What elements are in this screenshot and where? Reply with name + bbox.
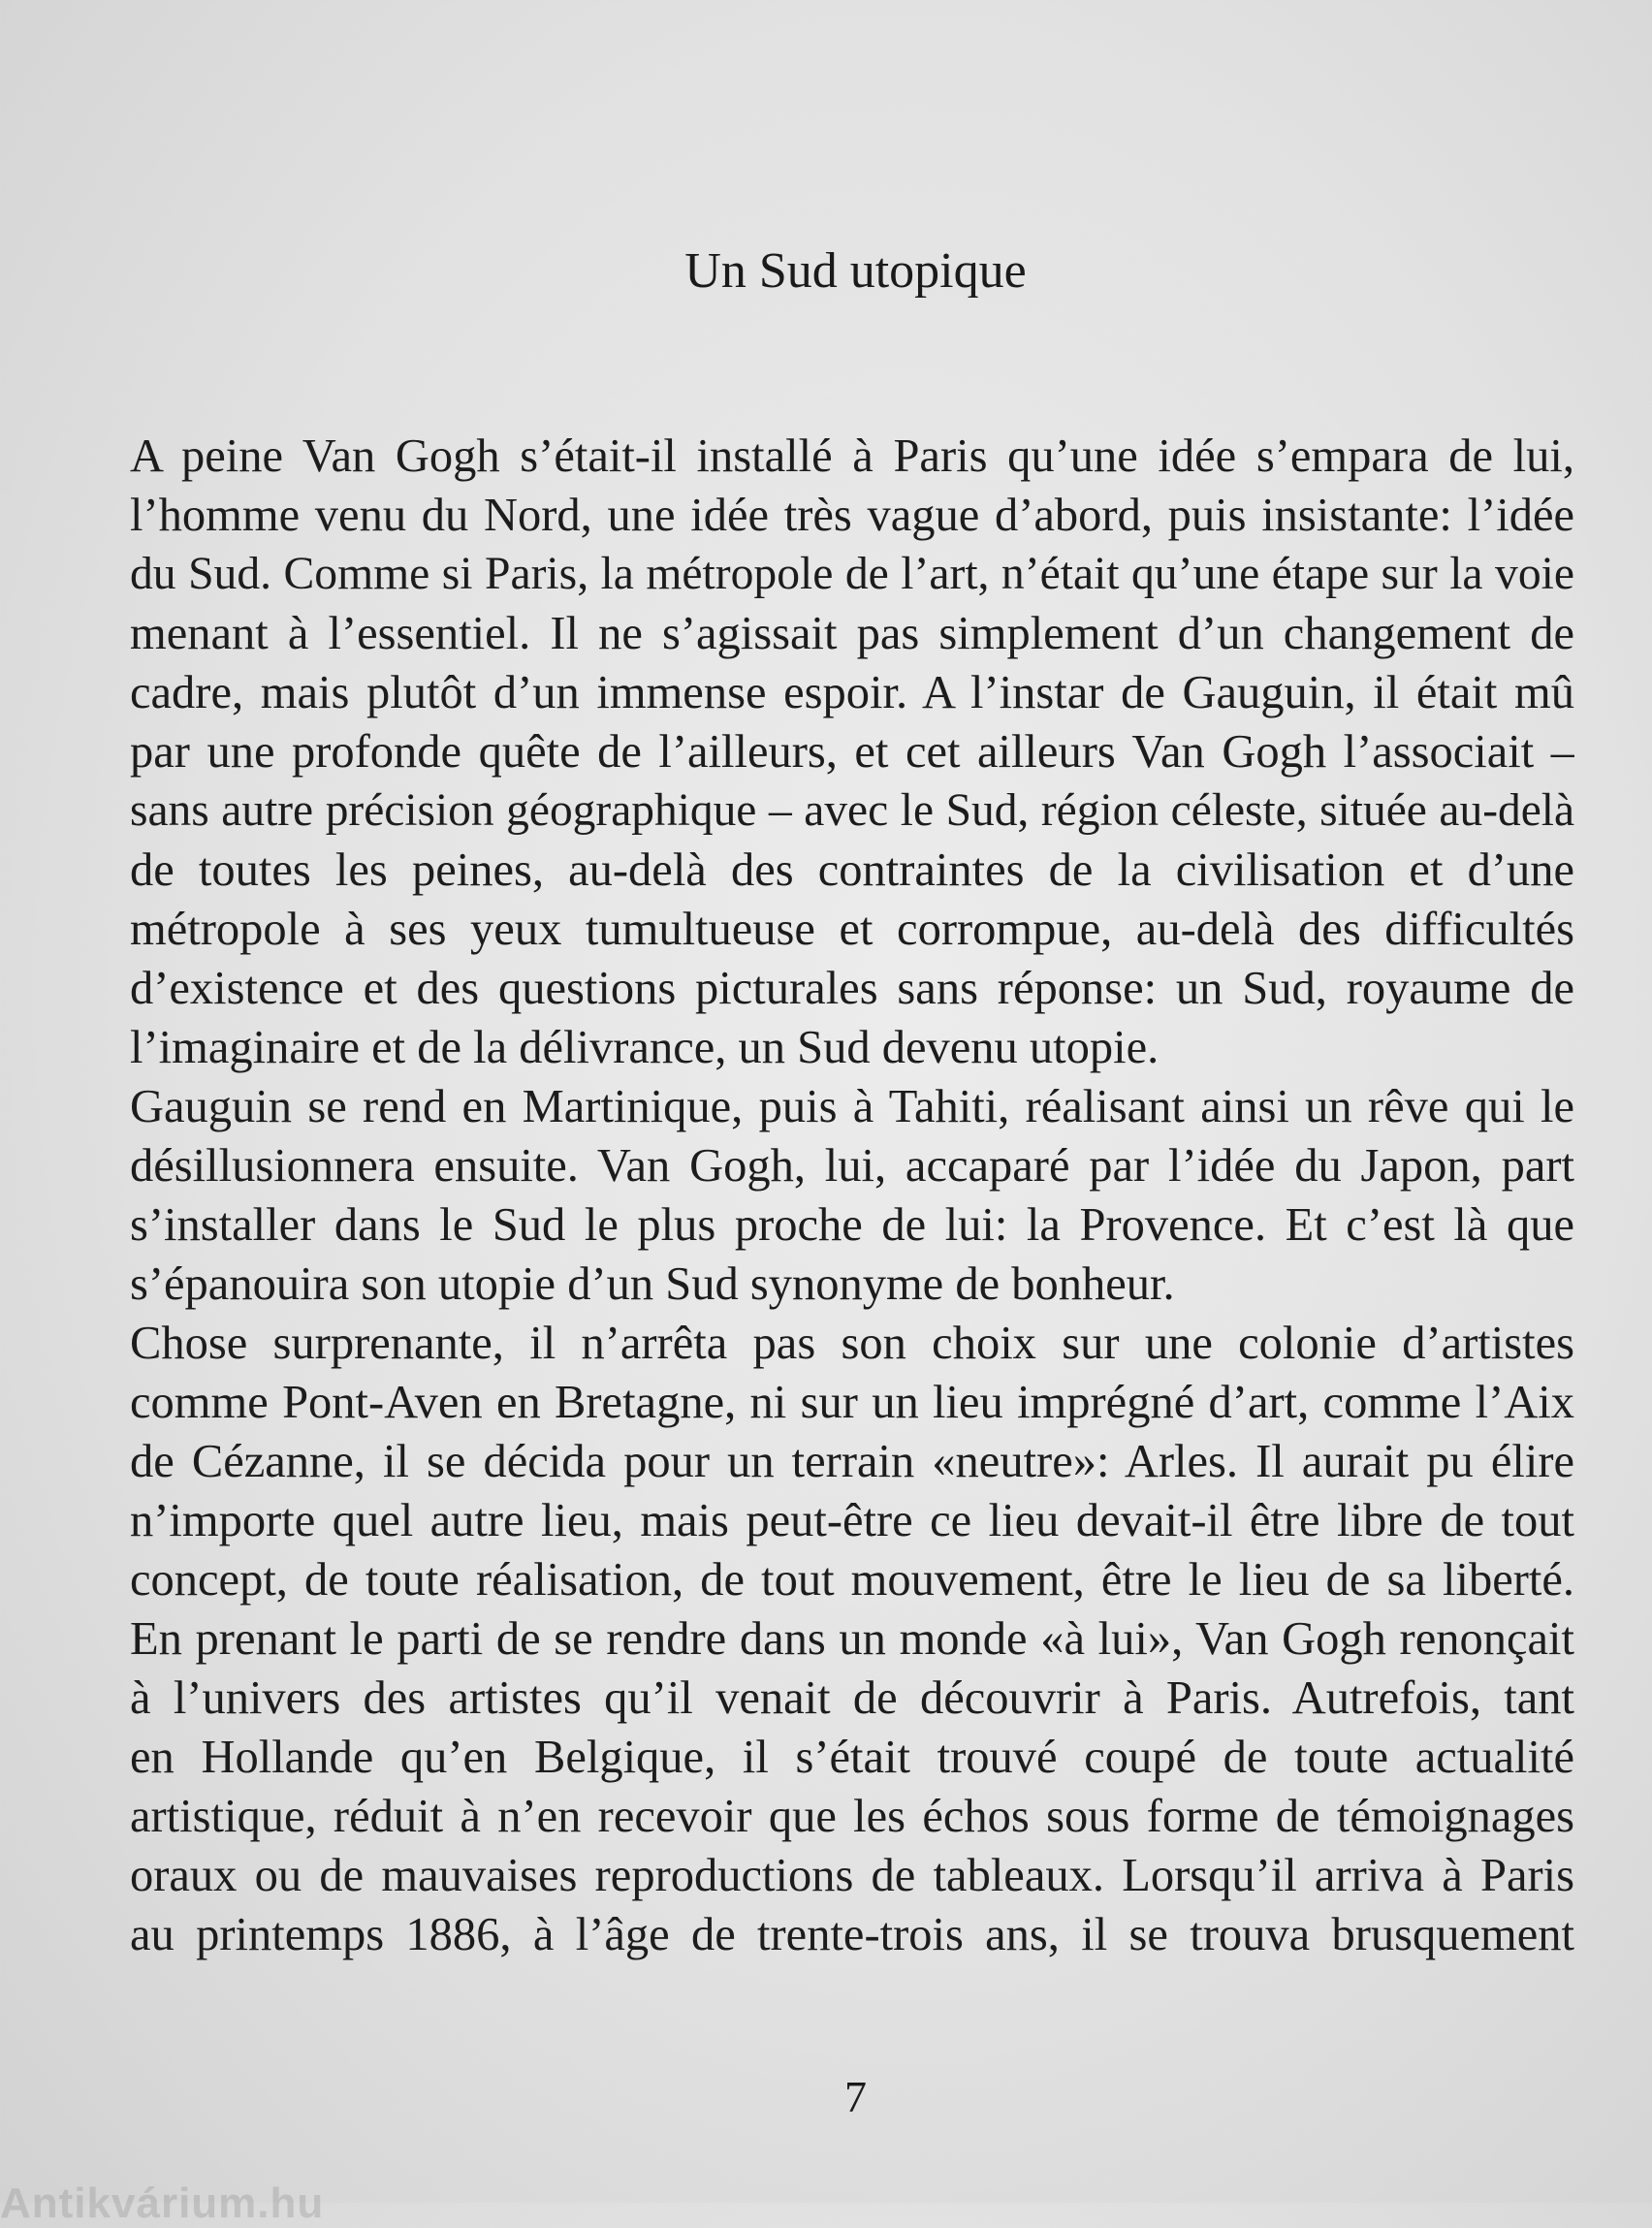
text-line: Chose surprenante, il n’arrêta pas son choix sur une colonie d’artistes — [130, 1318, 1574, 1369]
page-number: 7 — [844, 2072, 867, 2121]
text-line: l’imaginaire et de la délivrance, un Sud devenu utopie. — [130, 1022, 1160, 1073]
text-line: Gauguin se rend en Martinique, puis à Tahiti, réalisant ainsi un rêve qui le — [130, 1081, 1574, 1132]
text-line: métropole à ses yeux tumultueuse et corrompue, au-delà des difficultés — [130, 904, 1574, 955]
text-line: s’épanouira son utopie d’un Sud synonyme de bonheur. — [130, 1258, 1175, 1310]
text-line: oraux ou de mauvaises reproductions de tableaux. Lorsqu’il arriva à Paris — [130, 1850, 1574, 1901]
text-line: désillusionnera ensuite. Van Gogh, lui, accaparé par l’idée du Japon, part — [130, 1140, 1574, 1192]
text-line: artistique, réduit à n’en recevoir que les échos sous forme de témoignages — [130, 1791, 1574, 1842]
text-line: comme Pont-Aven en Bretagne, ni sur un lieu imprégné d’art, comme l’Aix — [130, 1377, 1574, 1428]
text-line: cadre, mais plutôt d’un immense espoir. A l’instar de Gauguin, il était mû — [130, 667, 1574, 718]
text-line: En prenant le parti de se rendre dans un monde «à lui», Van Gogh renonçait — [130, 1613, 1574, 1665]
text-line: l’homme venu du Nord, une idée très vague d’abord, puis insistante: l’idée — [130, 490, 1574, 541]
text-line: A peine Van Gogh s’était-il installé à Paris qu’une idée s’empara de lui, — [130, 430, 1574, 482]
text-line: sans autre précision géographique – avec le Sud, région céleste, située au-delà — [130, 785, 1574, 836]
text-line: s’installer dans le Sud le plus proche de lui: la Provence. Et c’est là que — [130, 1199, 1574, 1251]
text-line: menant à l’essentiel. Il ne s’agissait pas simplement d’un changement de — [130, 608, 1574, 659]
text-line: d’existence et des questions picturales sans réponse: un Sud, royaume de — [130, 963, 1574, 1014]
text-line: n’importe quel autre lieu, mais peut-être ce lieu devait-il être libre de tout — [130, 1495, 1574, 1546]
chapter-title: Un Sud utopique — [684, 243, 1027, 299]
text-line: concept, de toute réalisation, de tout mouvement, être le lieu de sa liberté. — [130, 1554, 1574, 1606]
text-line: à l’univers des artistes qu’il venait de découvrir à Paris. Autrefois, tant — [130, 1672, 1574, 1724]
text-line: en Hollande qu’en Belgique, il s’était trouvé coupé de toute actualité — [130, 1732, 1574, 1783]
text-line: par une profonde quête de l’ailleurs, et cet ailleurs Van Gogh l’associait – — [130, 726, 1574, 778]
text-line: de Cézanne, il se décida pour un terrain «neutre»: Arles. Il aurait pu élire — [130, 1436, 1574, 1487]
text-line: au printemps 1886, à l’âge de trente-trois ans, il se trouva brusquement — [130, 1909, 1574, 1960]
text-line: de toutes les peines, au-delà des contraintes de la civilisation et d’une — [130, 844, 1574, 896]
watermark: Antikvárium.hu — [0, 2180, 325, 2227]
body-text — [130, 427, 1574, 1964]
text-line: du Sud. Comme si Paris, la métropole de l’art, n’était qu’une étape sur la voie — [130, 549, 1574, 599]
